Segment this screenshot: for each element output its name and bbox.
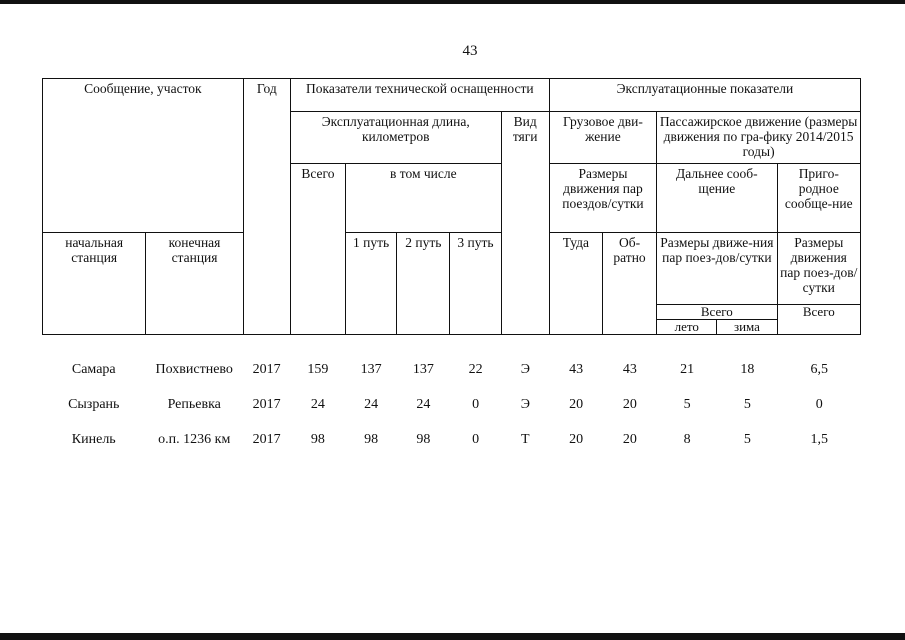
header-track-3: 3 путь (450, 233, 501, 335)
header-there: Туда (549, 233, 602, 335)
cell-summer: 8 (683, 431, 691, 447)
header-track-1: 1 путь (346, 233, 397, 335)
header-start-station: начальная станция (43, 233, 146, 335)
header-passenger: Пассажирское движение (размеры движения по гра-фику 2014/2015 годы) (657, 112, 861, 164)
table-row (42, 387, 861, 422)
cell-year: 2017 (252, 431, 281, 447)
header-long-distance-sizes: Размеры движе-ния пар поез-дов/сутки (657, 233, 777, 305)
cell-track-3: 22 (468, 361, 483, 377)
header-operational: Эксплуатационные показатели (549, 79, 860, 112)
header-freight-sizes: Размеры движения пар поездов/сутки (549, 164, 656, 233)
cell-track-1: 24 (364, 396, 379, 412)
header-suburban: Приго-родное сообще-ние (777, 164, 860, 233)
header-track-2: 2 путь (397, 233, 450, 335)
cell-winter: 18 (740, 361, 755, 377)
cell-length-total: 159 (307, 361, 329, 377)
cell-length-total: 98 (310, 431, 325, 447)
cell-track-2: 24 (416, 396, 431, 412)
top-border-line (0, 0, 905, 4)
header-including: в том числе (346, 164, 502, 233)
cell-there: 20 (569, 431, 584, 447)
header-suburban-sizes: Размеры движения пар поез-дов/сутки (777, 233, 860, 305)
header-end-station: конечная станция (146, 233, 243, 335)
header-freight: Грузовое дви-жение (549, 112, 656, 164)
header-winter: зима (717, 320, 777, 335)
header-suburban-total: Всего (777, 305, 860, 335)
cell-track-2: 137 (412, 361, 434, 377)
cell-track-1: 137 (360, 361, 382, 377)
cell-track-2: 98 (416, 431, 431, 447)
cell-winter: 5 (743, 431, 751, 447)
table-body (42, 352, 861, 457)
cell-length-total: 24 (310, 396, 325, 412)
header-operational-length: Эксплуатационная длина, километров (290, 112, 501, 164)
header-traction-type: Вид тяги (501, 112, 549, 335)
cell-track-1: 98 (364, 431, 379, 447)
cell-there: 43 (569, 361, 584, 377)
cell-traction: Э (520, 361, 530, 377)
table-row (42, 422, 861, 457)
cell-back: 20 (622, 396, 637, 412)
cell-back: 43 (622, 361, 637, 377)
table-header (42, 78, 861, 335)
header-year: Год (243, 79, 290, 335)
cell-start-station: Кинель (71, 431, 116, 447)
cell-back: 20 (622, 431, 637, 447)
cell-track-3: 0 (472, 431, 480, 447)
cell-there: 20 (569, 396, 584, 412)
header-summer: лето (657, 320, 717, 335)
header-technical: Показатели технической оснащенности (290, 79, 549, 112)
cell-traction: Э (520, 396, 530, 412)
cell-end-station: Репьевка (167, 396, 221, 412)
cell-start-station: Самара (71, 361, 116, 377)
header-long-distance-total: Всего (657, 305, 777, 320)
cell-winter: 5 (743, 396, 751, 412)
header-back: Об-ратно (602, 233, 656, 335)
header-length-total: Всего (290, 164, 345, 335)
page-number: 43 (462, 43, 478, 59)
cell-summer: 5 (683, 396, 691, 412)
cell-suburban: 0 (815, 396, 823, 412)
cell-summer: 21 (680, 361, 695, 377)
cell-suburban: 6,5 (810, 361, 828, 377)
cell-end-station: Похвистнево (155, 361, 233, 377)
cell-year: 2017 (252, 361, 281, 377)
cell-track-3: 0 (472, 396, 480, 412)
table-row (42, 352, 861, 387)
cell-end-station: о.п. 1236 км (158, 431, 231, 447)
cell-suburban: 1,5 (810, 431, 828, 447)
bottom-border-line (0, 633, 905, 640)
cell-traction: Т (521, 431, 530, 447)
header-long-distance: Дальнее сооб-щение (657, 164, 777, 233)
cell-year: 2017 (252, 396, 281, 412)
cell-start-station: Сызрань (68, 396, 120, 412)
header-route: Сообщение, участок (43, 79, 244, 233)
